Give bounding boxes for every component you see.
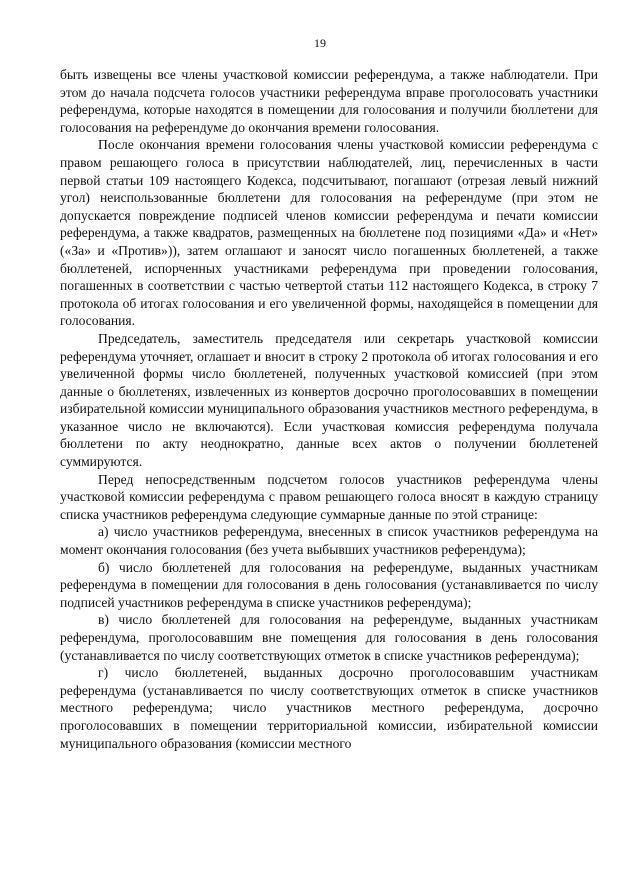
paragraph-continuation: быть извещены все члены участковой комиссии референдума, а также наблюдатели. При этом до начала подсчета голосов участники референдума вправе проголосовать участники референдума, которые находятся в помещении для голосования и получили бюллетени для голосования на референдуме до окончания времени голосования.	[60, 67, 598, 135]
paragraph-chairman-count: Председатель, заместитель председателя или секретарь участковой комиссии референдума уточняет, оглашает и вносит в строку 2 протокола об итогах голосования и его увеличенной формы число бюллетеней, полученных участковой комиссией (при этом данные о бюллетенях, извлеченных из конвертов досрочно проголосовавших в помещении избирательной комиссии муниципального образования участников местного референдума, в указанное число не включаются). Если участковая комиссия референдума получала бюллетени по акту неоднократно, данные всех актов о получении бюллетеней суммируются.	[60, 330, 598, 470]
list-item-v: в) число бюллетеней для голосования на референдуме, выданных участникам референдума, проголосовавшим вне помещения для голосования в день голосования (устанавливается по числу соответствующих отметок в списке участников референдума);	[60, 612, 598, 663]
list-item-b: б) число бюллетеней для голосования на референдуме, выданных участникам референдума в помещении для голосования в день голосования (устанавливается по числу подписей участников референдума в списке участников референдума);	[60, 559, 598, 610]
paragraph-ballot-cancellation: После окончания времени голосования члены участковой комиссии референдума с правом решающего голоса в присутствии наблюдателей, лиц, перечисленных в части первой статьи 109 настоящего Кодекса, подсчитывают, погашают (отрезая левый нижний угол) неиспользованные бюллетени для голосования на референдуме (при этом не допускается повреждение подписей членов комиссии референдума и печати комиссии референдума, а также квадратов, размещенных на бюллетене под позициями «Да» и «Нет» («За» и «Против»)), затем оглашают и заносят число погашенных бюллетеней, а также бюллетеней, испорченных участниками референдума при проведении голосования, погашенных в соответствии с частью четвертой статьи 112 настоящего Кодекса, в строку 7 протокола об итогах голосования и его увеличенной формы, находящейся в помещении для голосования.	[60, 137, 598, 329]
document-body	[60, 66, 598, 752]
page-number: 19	[314, 36, 326, 50]
list-item-a: а) число участников референдума, внесенных в список участников референдума на момент окончания голосования (без учета выбывших участников референдума);	[60, 524, 598, 558]
paragraph-summary-data: Перед непосредственным подсчетом голосов участников референдума члены участковой комиссии референдума с правом решающего голоса вносят в каждую страницу списка участников референдума следующие суммарные данные по этой странице:	[60, 471, 598, 522]
list-item-g: г) число бюллетеней, выданных досрочно проголосовавшим участникам референдума (устанавливается по числу соответствующих отметок в списке участников местного референдума; число участников местного референдума, досрочно проголосовавших в помещении территориальной комиссии, избирательной комиссии муниципального образования (комиссии местного	[60, 665, 598, 751]
